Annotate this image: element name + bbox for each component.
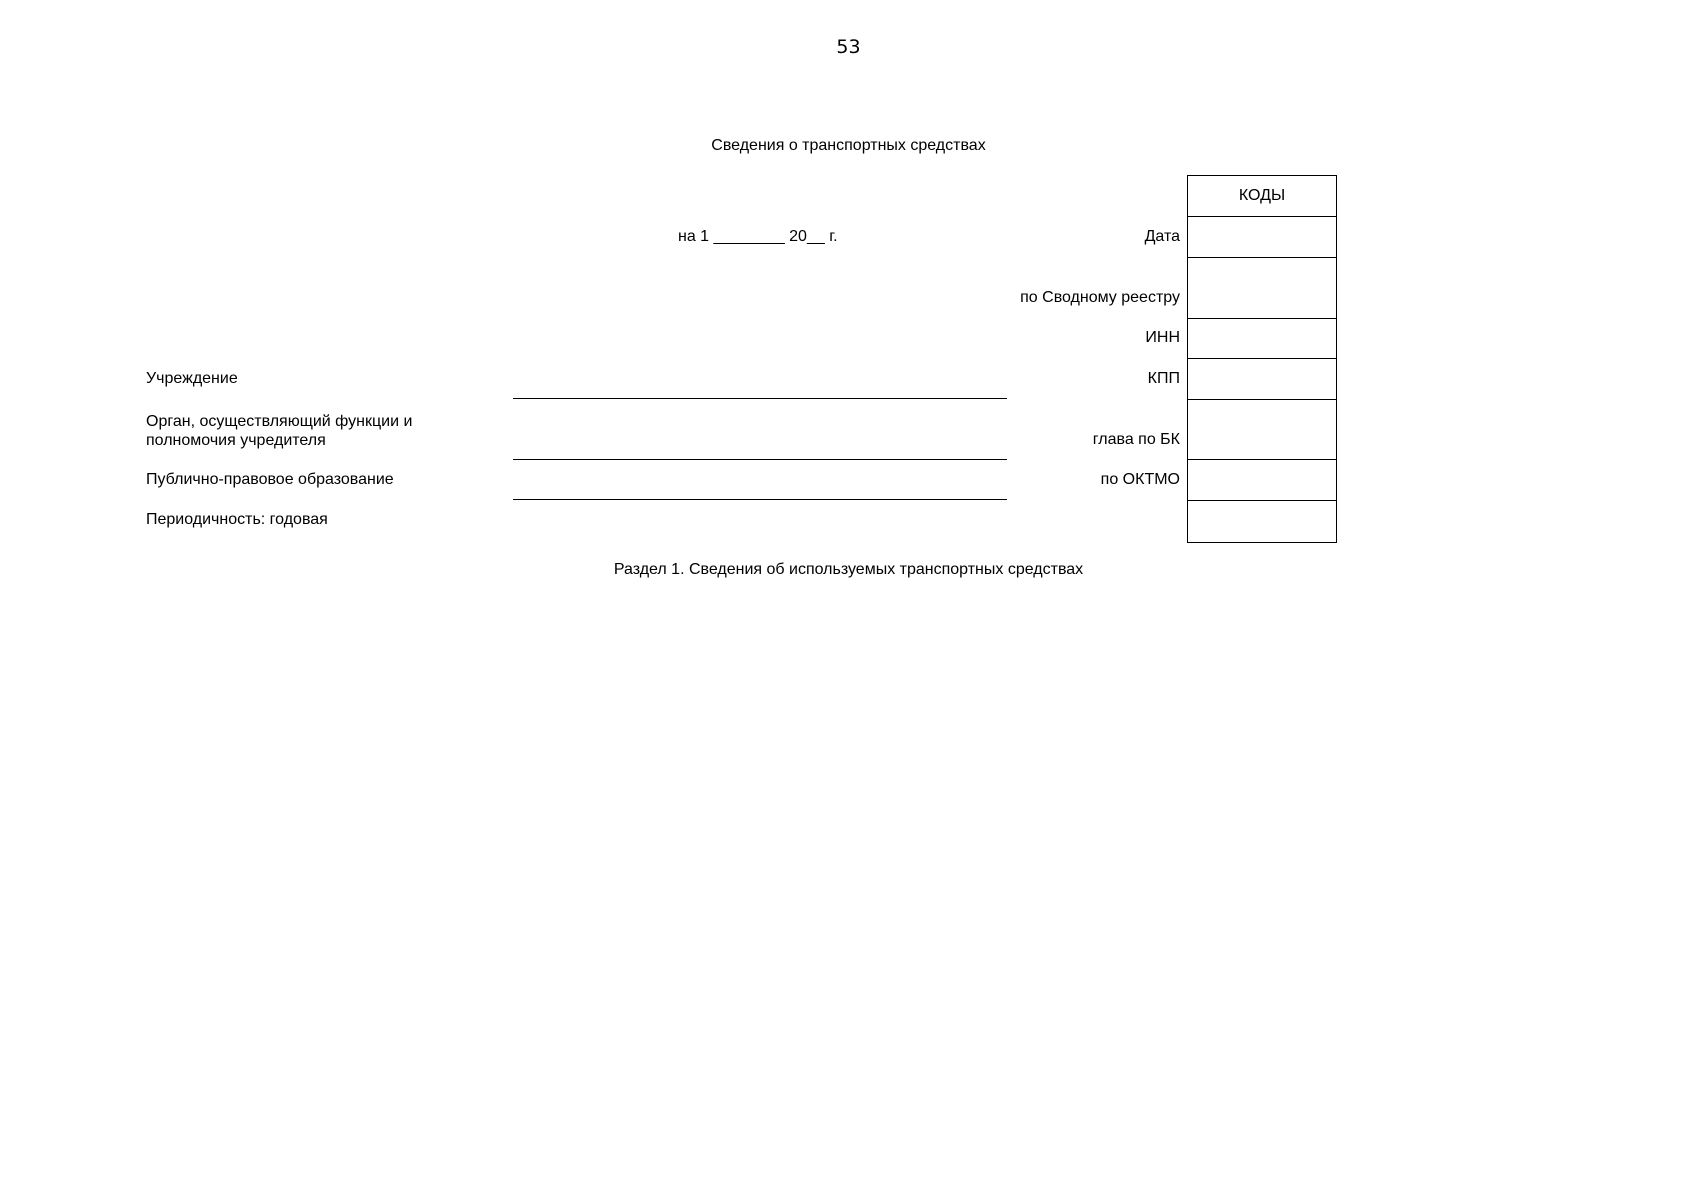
field-label-periodicity: Периодичность: годовая (146, 511, 328, 528)
code-label-inn: ИНН (1145, 329, 1180, 346)
code-label-kpp: КПП (1147, 370, 1180, 387)
code-cell-oktmo[interactable] (1188, 460, 1337, 501)
field-label-institution: Учреждение (146, 370, 238, 387)
code-label-budget-chapter: глава по БК (1092, 431, 1180, 448)
form-title: Сведения о транспортных средствах (711, 137, 986, 154)
field-label-founder-line2: полномочия учредителя (146, 432, 326, 449)
field-line-institution[interactable] (513, 398, 1007, 399)
code-label-oktmo: по ОКТМО (1100, 471, 1180, 488)
page-number: 53 (836, 36, 861, 58)
code-label-consolidated-registry: по Сводному реестру (1020, 289, 1180, 306)
code-cell-extra[interactable] (1188, 501, 1337, 543)
field-label-public-entity: Публично-правовое образование (146, 471, 394, 488)
field-line-public-entity[interactable] (513, 499, 1007, 500)
code-cell-budget-chapter[interactable] (1188, 400, 1337, 460)
code-cell-date[interactable] (1188, 217, 1337, 258)
code-cell-consolidated-registry[interactable] (1188, 258, 1337, 319)
codes-table (1187, 175, 1337, 543)
code-cell-kpp[interactable] (1188, 359, 1337, 400)
field-label-founder-line1: Орган, осуществляющий функции и (146, 413, 413, 430)
code-cell-inn[interactable] (1188, 319, 1337, 359)
codes-header: КОДЫ (1188, 176, 1337, 217)
report-date-line: на 1 ________ 20__ г. (678, 228, 838, 245)
section-title: Раздел 1. Сведения об используемых транспортных средствах (613, 561, 1084, 578)
field-line-founder[interactable] (513, 459, 1007, 460)
code-label-date: Дата (1144, 228, 1180, 245)
